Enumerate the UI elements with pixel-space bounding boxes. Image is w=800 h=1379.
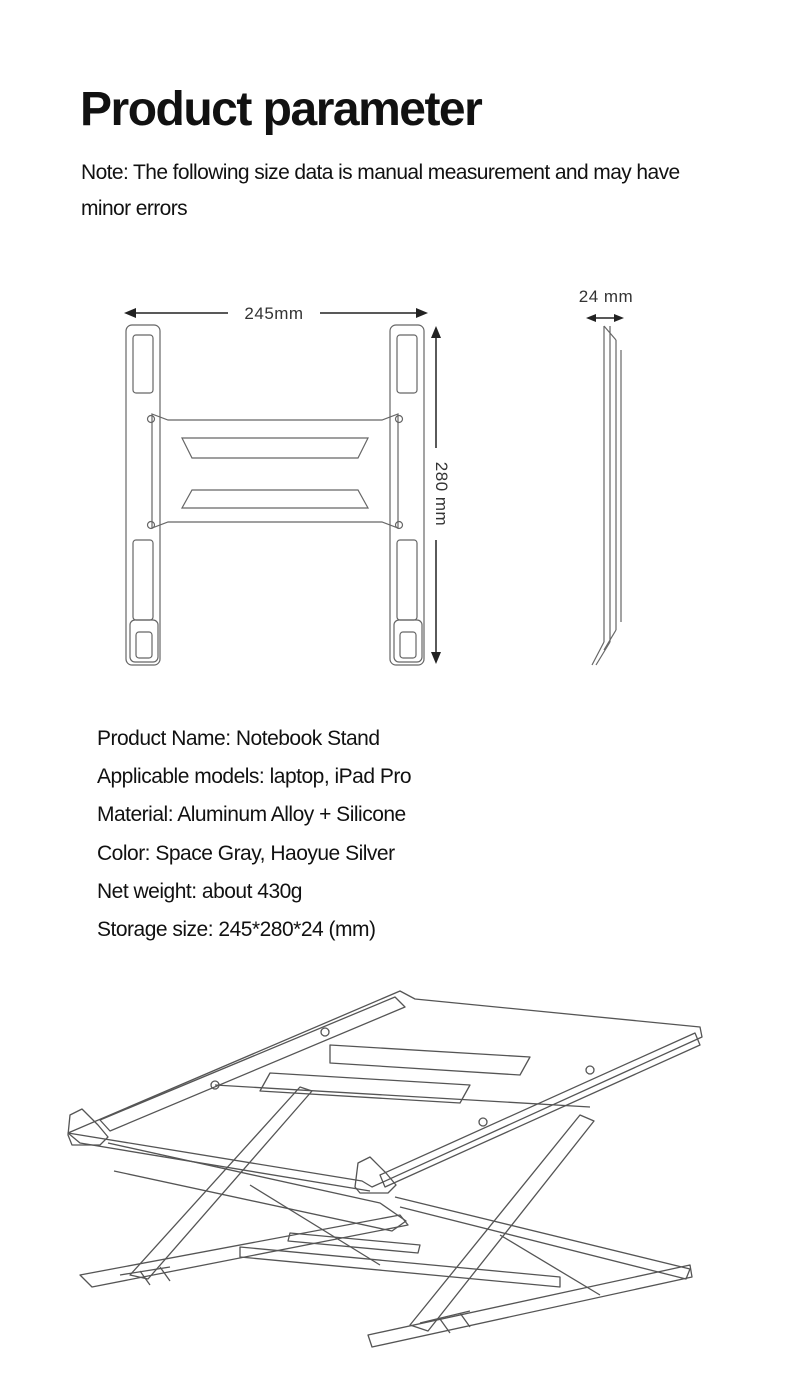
spec-applicable-models: Applicable models: laptop, iPad Pro bbox=[97, 765, 412, 789]
top-plate bbox=[68, 991, 702, 1187]
width-label: 245mm bbox=[244, 304, 304, 323]
spec-net-weight: Net weight: about 430g bbox=[97, 879, 302, 903]
spec-product-name: Product Name: Notebook Stand bbox=[97, 727, 380, 750]
page-title: Product parameter bbox=[80, 83, 482, 136]
thickness-dimension bbox=[586, 314, 624, 322]
stand-perspective-drawing bbox=[0, 975, 800, 1379]
spec-storage-size: Storage size: 245*280*24 (mm) bbox=[97, 918, 376, 942]
stand-side-view bbox=[592, 326, 621, 665]
spec-material: Material: Aluminum Alloy + Silicone bbox=[97, 803, 406, 827]
measurement-note: Note: The following size data is manual measurement and may have minor errors bbox=[81, 161, 680, 220]
dimension-diagram bbox=[0, 270, 800, 680]
spec-list bbox=[97, 720, 411, 949]
thickness-label: 24 mm bbox=[578, 287, 634, 306]
stand-front-view bbox=[126, 325, 424, 665]
spec-color: Color: Space Gray, Haoyue Silver bbox=[97, 841, 395, 865]
height-label: 280 mm bbox=[432, 461, 451, 527]
